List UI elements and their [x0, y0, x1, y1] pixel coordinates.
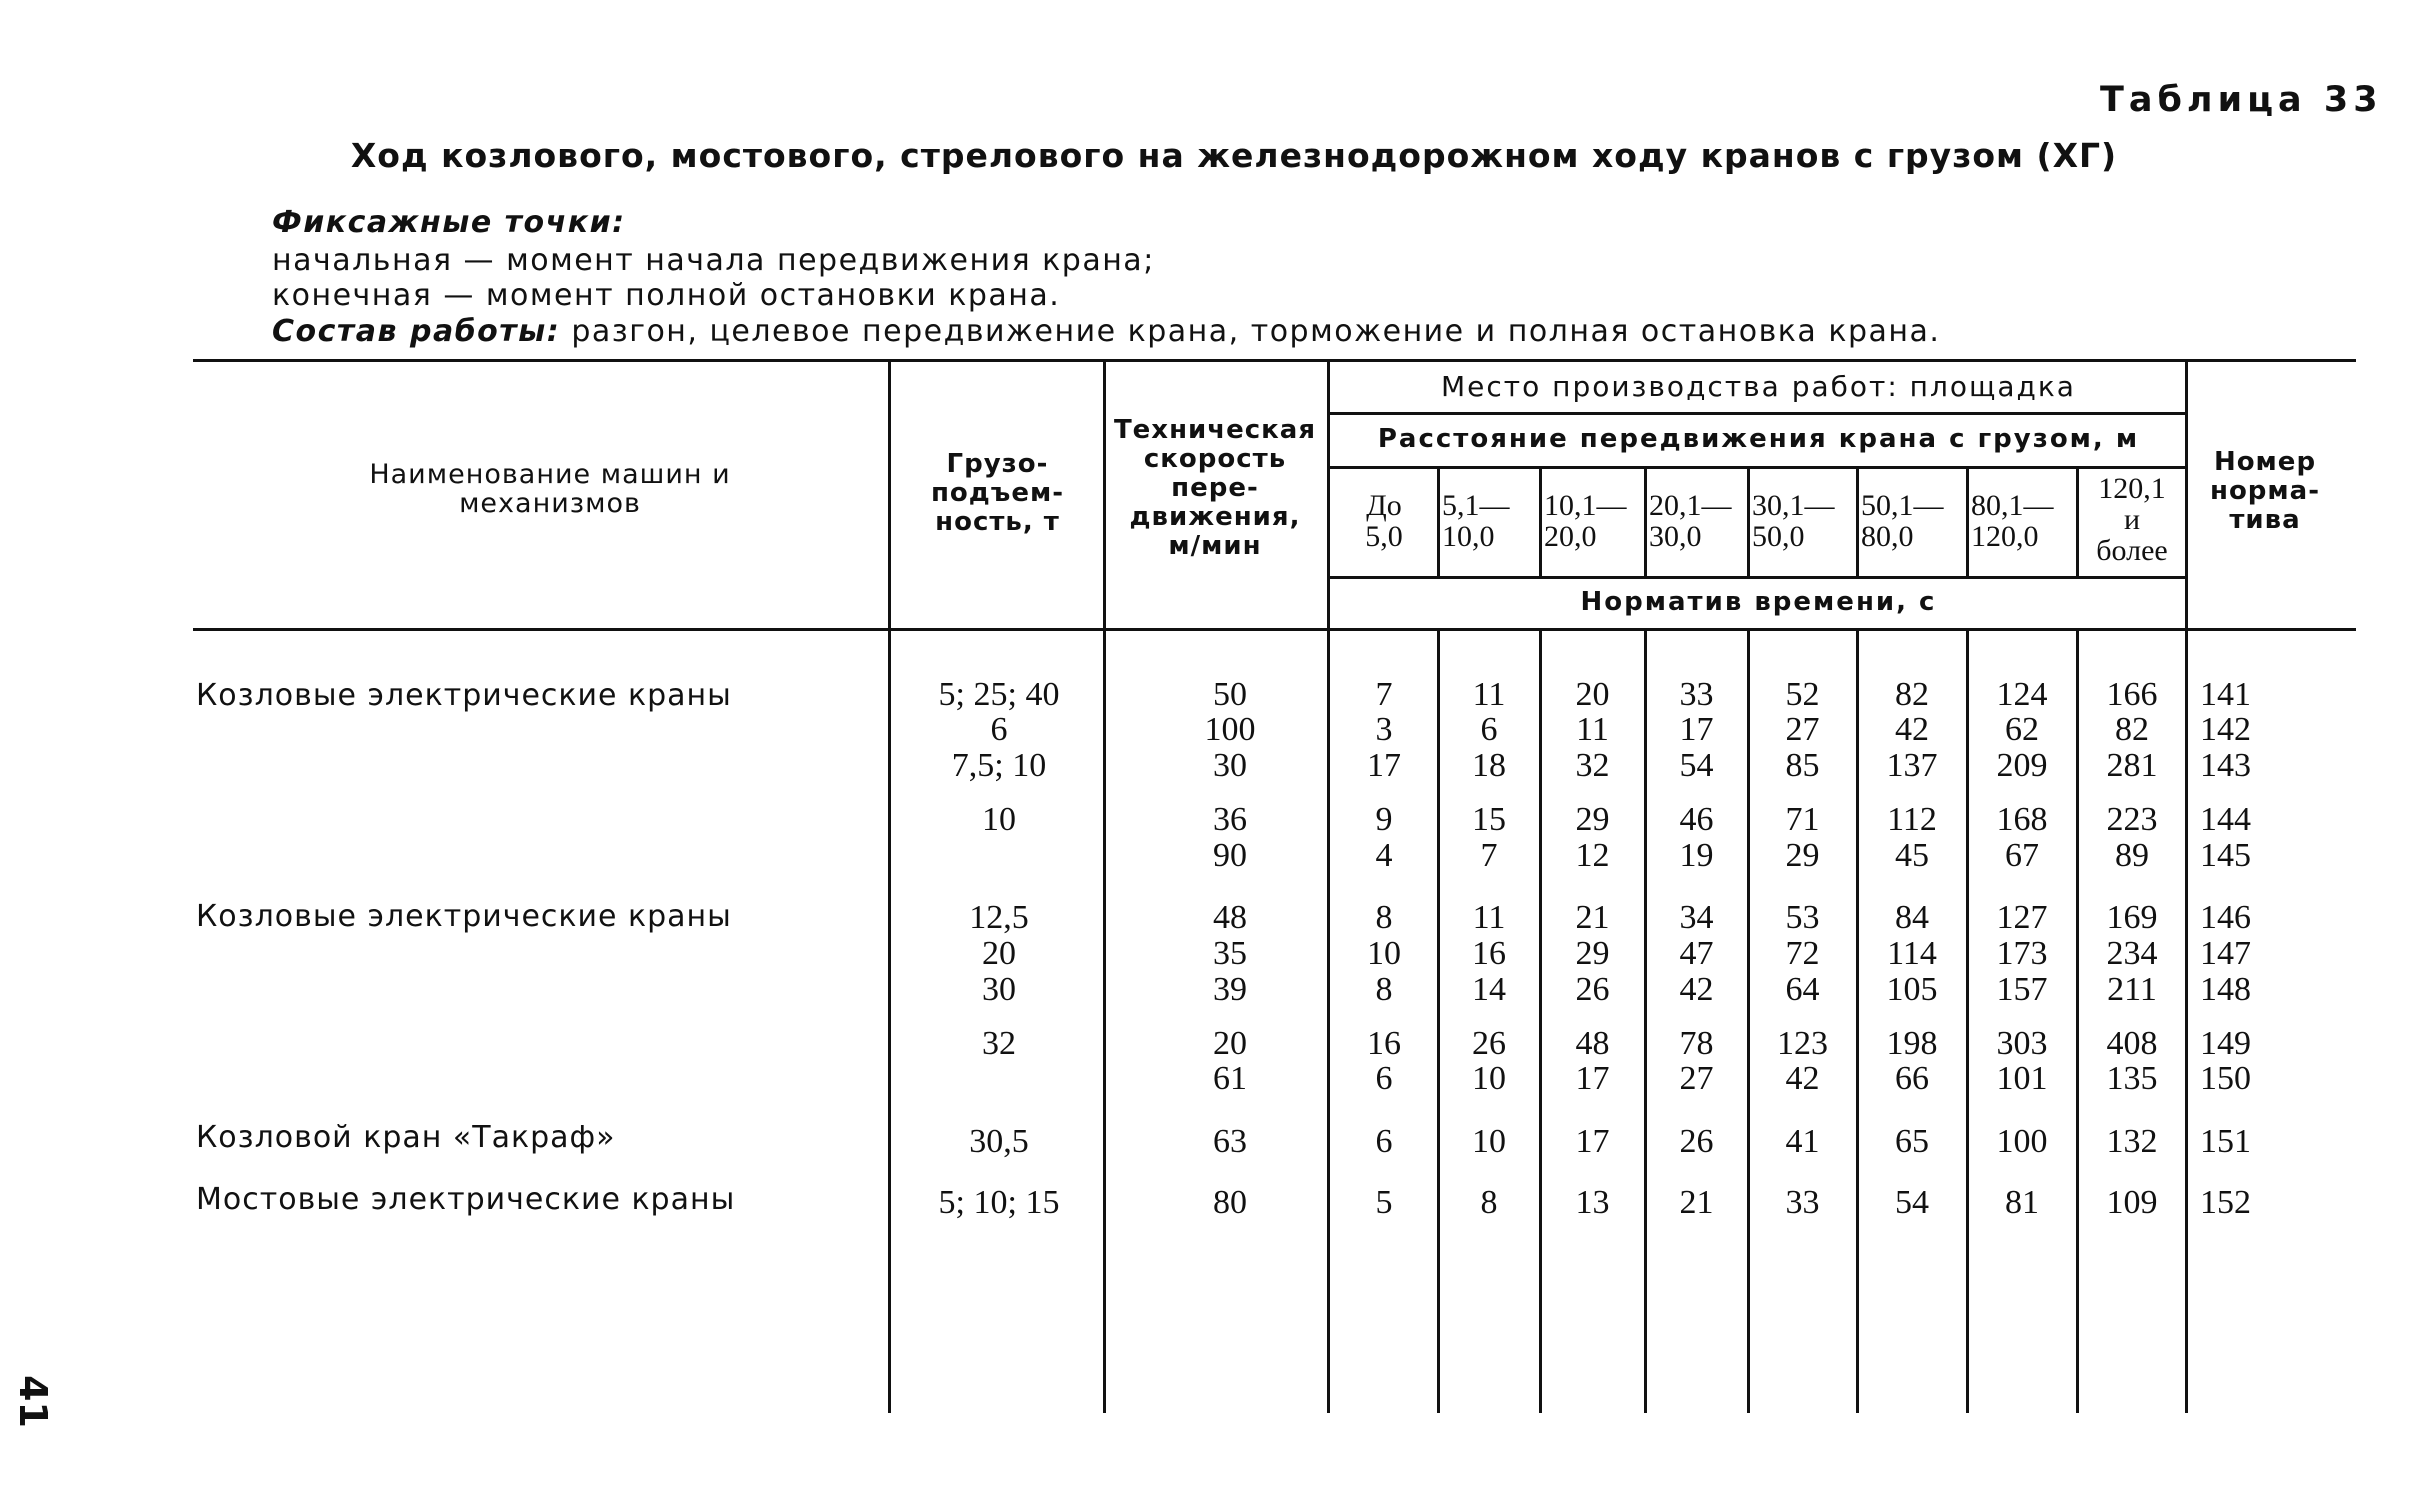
header-range-line: 30,0	[1649, 520, 1702, 553]
group-name: Козловой кран «Такраф»	[196, 1120, 616, 1155]
time-cell: 7	[1480, 837, 1498, 874]
header-place: Место производства работ: площадка	[1441, 370, 2076, 403]
header-capacity: Грузо- подъем- ность, т	[930, 449, 1065, 537]
col-rule-speed	[1327, 359, 1330, 1413]
time-cell: 53	[1785, 899, 1820, 936]
time-cell: 13	[1575, 1184, 1610, 1221]
place-rule	[1330, 412, 2187, 415]
time-cell: 132	[2106, 1123, 2158, 1160]
number-cell: 145	[2200, 837, 2251, 874]
number-cell: 147	[2200, 935, 2251, 972]
time-cell: 10	[1367, 935, 1401, 972]
header-range-line: 120,1	[2098, 472, 2166, 505]
header-range-line: более	[2096, 534, 2168, 567]
capacity-cell: 5; 10; 15	[938, 1184, 1060, 1221]
time-cell: 82	[2115, 711, 2149, 748]
header-range-line: 50,0	[1752, 520, 1805, 553]
time-cell: 209	[1996, 747, 2048, 784]
time-cell: 101	[1996, 1060, 2048, 1097]
header-range-line: и	[2123, 503, 2141, 536]
header-range-line: 80,1—	[1971, 489, 2054, 522]
time-cell: 123	[1777, 1025, 1828, 1062]
page-title: Ход козлового, мостового, стрелового на железнодорожном ходу кранов с грузом (ХГ)	[350, 136, 2118, 175]
page-number: 41	[11, 1375, 55, 1428]
ranges-rule	[1330, 576, 2187, 579]
speed-cell: 63	[1213, 1123, 1247, 1160]
col-rule-range-3	[1644, 466, 1647, 576]
header-range-line: 30,1—	[1752, 489, 1835, 522]
speed-cell: 100	[1204, 711, 1256, 748]
header-range-line: 80,0	[1861, 520, 1914, 553]
speed-cell: 61	[1213, 1060, 1247, 1097]
time-cell: 18	[1472, 747, 1506, 784]
header-range-line: 10,1—	[1544, 489, 1627, 522]
capacity-cell: 10	[982, 801, 1016, 838]
capacity-cell: 32	[982, 1025, 1016, 1062]
time-cell: 137	[1886, 747, 1938, 784]
time-cell: 17	[1679, 711, 1714, 748]
work-label: Состав работы:	[272, 314, 561, 349]
col-rule-range-5	[1856, 466, 1859, 576]
capacity-cell: 30	[982, 971, 1016, 1008]
number-cell: 143	[2200, 747, 2251, 784]
capacity-cell: 20	[982, 935, 1016, 972]
number-cell: 149	[2200, 1025, 2251, 1062]
time-cell: 33	[1679, 676, 1714, 713]
time-cell: 66	[1895, 1060, 1929, 1097]
time-cell: 168	[1996, 801, 2048, 838]
time-cell: 105	[1886, 971, 1938, 1008]
time-cell: 27	[1785, 711, 1820, 748]
col-rule-capacity	[1103, 359, 1106, 1413]
work-composition	[272, 314, 1940, 349]
speed-cell: 39	[1213, 971, 1247, 1008]
header-range	[1442, 490, 1536, 552]
header-range-line: 20,0	[1544, 520, 1597, 553]
time-cell: 15	[1472, 801, 1506, 838]
header-bottom-rule	[193, 628, 2356, 631]
time-cell: 54	[1679, 747, 1714, 784]
time-cell: 46	[1679, 801, 1714, 838]
time-cell: 42	[1679, 971, 1714, 1008]
capacity-cell: 30,5	[969, 1123, 1029, 1160]
time-cell: 7	[1375, 676, 1393, 713]
capacity-cell: 6	[990, 711, 1008, 748]
number-cell: 141	[2200, 676, 2251, 713]
speed-cell: 30	[1213, 747, 1247, 784]
header-range-line: 5,0	[1365, 520, 1403, 553]
time-cell: 19	[1679, 837, 1714, 874]
time-cell: 3	[1375, 711, 1393, 748]
header-range-line: 20,1—	[1649, 489, 1732, 522]
time-cell: 54	[1895, 1184, 1929, 1221]
time-cell: 198	[1886, 1025, 1938, 1062]
speed-cell: 48	[1213, 899, 1247, 936]
time-cell: 26	[1575, 971, 1610, 1008]
table-top-rule	[193, 359, 2356, 362]
fixation-end: конечная — момент полной остановки крана.	[272, 278, 1061, 313]
time-cell: 81	[2005, 1184, 2039, 1221]
header-range-line: 10,0	[1442, 520, 1495, 553]
time-cell: 14	[1472, 971, 1506, 1008]
header-speed: Техническая скорость пере- движения, м/мин	[1113, 415, 1317, 561]
time-cell: 8	[1375, 899, 1393, 936]
distance-rule	[1330, 466, 2187, 469]
header-range	[1544, 490, 1641, 552]
time-cell: 62	[2005, 711, 2039, 748]
header-norm-time: Норматив времени, с	[1580, 587, 1937, 617]
header-range-line: 120,0	[1971, 520, 2039, 553]
table-label: Таблица 33	[2100, 80, 2383, 120]
time-cell: 10	[1472, 1060, 1506, 1097]
time-cell: 85	[1785, 747, 1820, 784]
header-range	[2081, 473, 2183, 566]
time-cell: 26	[1472, 1025, 1506, 1062]
time-cell: 47	[1679, 935, 1714, 972]
capacity-cell: 7,5; 10	[951, 747, 1047, 784]
time-cell: 29	[1785, 837, 1820, 874]
time-cell: 109	[2106, 1184, 2158, 1221]
time-cell: 4	[1375, 837, 1393, 874]
col-rule-range-2	[1539, 466, 1542, 576]
speed-cell: 90	[1213, 837, 1247, 874]
work-text: разгон, целевое передвижение крана, торможение и полная остановка крана.	[571, 314, 1941, 349]
time-cell: 29	[1575, 935, 1610, 972]
time-cell: 32	[1575, 747, 1610, 784]
time-cell: 281	[2106, 747, 2158, 784]
time-cell: 34	[1679, 899, 1714, 936]
time-cell: 48	[1575, 1025, 1610, 1062]
header-range-line: 50,1—	[1861, 489, 1944, 522]
number-cell: 152	[2200, 1184, 2251, 1221]
time-cell: 127	[1996, 899, 2048, 936]
time-cell: 11	[1472, 676, 1506, 713]
time-cell: 17	[1575, 1060, 1610, 1097]
header-range	[1649, 490, 1744, 552]
header-range-line: 5,1—	[1442, 489, 1510, 522]
speed-cell: 35	[1213, 935, 1247, 972]
col-rule-range-4	[1747, 466, 1750, 576]
time-cell: 157	[1996, 971, 2048, 1008]
time-cell: 29	[1575, 801, 1610, 838]
time-cell: 169	[2106, 899, 2158, 936]
time-cell: 6	[1480, 711, 1498, 748]
col-rule-range-1	[1437, 466, 1440, 576]
col-rule-range-6	[1966, 466, 1969, 576]
time-cell: 5	[1375, 1184, 1393, 1221]
group-name: Козловые электрические краны	[196, 899, 732, 934]
time-cell: 9	[1375, 801, 1393, 838]
speed-cell: 80	[1213, 1184, 1247, 1221]
time-cell: 112	[1887, 801, 1937, 838]
time-cell: 26	[1679, 1123, 1714, 1160]
time-cell: 17	[1367, 747, 1401, 784]
time-cell: 124	[1996, 676, 2048, 713]
time-cell: 17	[1575, 1123, 1610, 1160]
header-norm-number: Номер норма- тива	[2209, 447, 2321, 535]
capacity-cell: 5; 25; 40	[938, 676, 1060, 713]
fixation-start: начальная — момент начала передвижения крана;	[272, 243, 1155, 278]
header-range	[1752, 490, 1853, 552]
col-rule-range-7	[2076, 466, 2079, 576]
col-rule-number	[2185, 359, 2188, 1413]
header-range	[1861, 490, 1963, 552]
time-cell: 16	[1367, 1025, 1401, 1062]
number-cell: 144	[2200, 801, 2251, 838]
time-cell: 211	[2107, 971, 2157, 1008]
time-cell: 67	[2005, 837, 2039, 874]
time-cell: 71	[1785, 801, 1820, 838]
time-cell: 303	[1996, 1025, 2048, 1062]
number-cell: 146	[2200, 899, 2251, 936]
time-cell: 11	[1576, 711, 1609, 748]
header-distance: Расстояние передвижения крана с грузом, м	[1377, 424, 2140, 454]
time-cell: 12	[1575, 837, 1610, 874]
number-cell: 148	[2200, 971, 2251, 1008]
group-name: Козловые электрические краны	[196, 678, 732, 713]
time-cell: 45	[1895, 837, 1929, 874]
time-cell: 20	[1575, 676, 1610, 713]
time-cell: 33	[1785, 1184, 1820, 1221]
time-cell: 100	[1996, 1123, 2048, 1160]
time-cell: 64	[1785, 971, 1820, 1008]
time-cell: 10	[1472, 1123, 1506, 1160]
col-rule-name	[888, 359, 891, 1413]
number-cell: 151	[2200, 1123, 2251, 1160]
time-cell: 6	[1375, 1123, 1393, 1160]
time-cell: 135	[2106, 1060, 2158, 1097]
time-cell: 21	[1679, 1184, 1714, 1221]
time-cell: 223	[2106, 801, 2158, 838]
time-cell: 8	[1375, 971, 1393, 1008]
time-cell: 89	[2115, 837, 2149, 874]
speed-cell: 20	[1213, 1025, 1247, 1062]
speed-cell: 36	[1213, 801, 1247, 838]
number-cell: 150	[2200, 1060, 2251, 1097]
time-cell: 6	[1375, 1060, 1393, 1097]
time-cell: 65	[1895, 1123, 1929, 1160]
header-range	[1334, 490, 1434, 552]
header-range-line: До	[1366, 489, 1402, 522]
time-cell: 84	[1895, 899, 1929, 936]
time-cell: 11	[1472, 899, 1506, 936]
time-cell: 52	[1785, 676, 1820, 713]
header-name: Наименование машин и механизмов	[369, 459, 731, 519]
time-cell: 114	[1887, 935, 1937, 972]
time-cell: 173	[1996, 935, 2048, 972]
time-cell: 78	[1679, 1025, 1714, 1062]
time-cell: 41	[1785, 1123, 1820, 1160]
time-cell: 82	[1895, 676, 1929, 713]
fixation-heading: Фиксажные точки:	[272, 205, 626, 240]
speed-cell: 50	[1213, 676, 1247, 713]
time-cell: 408	[2106, 1025, 2158, 1062]
header-range	[1971, 490, 2073, 552]
capacity-cell: 12,5	[969, 899, 1029, 936]
time-cell: 166	[2106, 676, 2158, 713]
time-cell: 21	[1575, 899, 1610, 936]
time-cell: 72	[1785, 935, 1820, 972]
time-cell: 234	[2106, 935, 2158, 972]
number-cell: 142	[2200, 711, 2251, 748]
group-name: Мостовые электрические краны	[196, 1182, 736, 1217]
time-cell: 27	[1679, 1060, 1714, 1097]
time-cell: 42	[1785, 1060, 1820, 1097]
time-cell: 16	[1472, 935, 1506, 972]
time-cell: 42	[1895, 711, 1929, 748]
time-cell: 8	[1480, 1184, 1498, 1221]
